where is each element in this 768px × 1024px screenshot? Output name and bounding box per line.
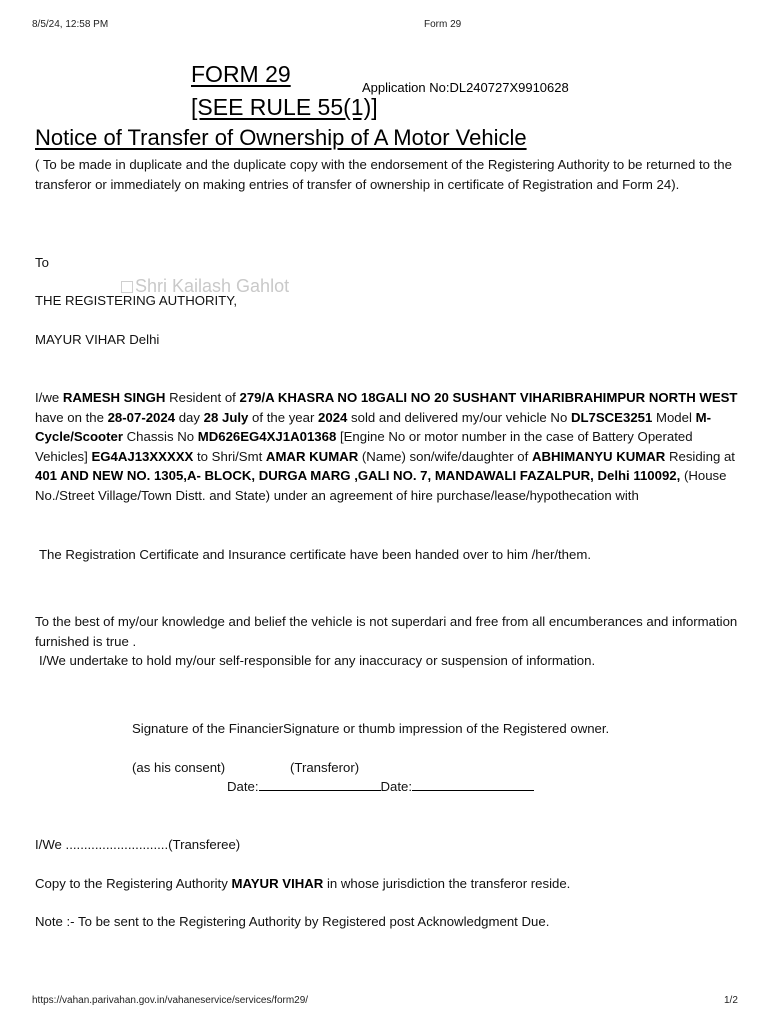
decl-text: day bbox=[175, 409, 204, 425]
decl-text: Resident of bbox=[165, 390, 240, 405]
sale-date: 28-07-2024 bbox=[107, 409, 176, 425]
undertaking-statement: I/We undertake to hold my/our self-responsible for any inaccuracy or suspension of information. bbox=[39, 653, 596, 668]
decl-text: Chassis No bbox=[122, 429, 198, 445]
to-label: To bbox=[35, 255, 49, 270]
decl-text: Model bbox=[652, 409, 696, 425]
decl-text: sold and delivered my/our vehicle No bbox=[347, 409, 571, 425]
decl-text: of the year bbox=[248, 409, 319, 425]
transferee-address: 401 AND NEW NO. 1305,A- BLOCK, DURGA MARG ,GALI NO. 7, MANDAWALI FAZALPUR, Delhi 110092, bbox=[35, 468, 681, 484]
signature-line: Signature of the FinancierSignature or thumb impression of the Registered owner. bbox=[132, 721, 610, 736]
transferor-name: RAMESH SINGH bbox=[62, 390, 166, 405]
transferor-label: (Transferor) bbox=[290, 760, 360, 775]
form-rule: [SEE RULE 55(1)] bbox=[191, 94, 378, 120]
decl-text: I/we bbox=[35, 390, 63, 405]
decl-text: to Shri/Smt bbox=[193, 448, 266, 464]
decl-text: [Engine No or motor number in the case of Battery Operated Vehicles] bbox=[35, 429, 693, 464]
application-label: Application No: bbox=[362, 80, 450, 95]
decl-text: Residing at bbox=[665, 448, 735, 464]
sale-day-month: 28 July bbox=[203, 409, 249, 425]
copy-to-authority: MAYUR VIHAR bbox=[231, 876, 324, 891]
date-label-financier: Date: bbox=[227, 779, 259, 794]
transferor-address: 279/A KHASRA NO 18GALI NO 20 SUSHANT VIHARIBRAHIMPUR NORTH WEST bbox=[239, 390, 738, 405]
application-number bbox=[362, 80, 569, 95]
copy-to-prefix: Copy to the Registering Authority bbox=[35, 876, 232, 891]
notice-title: Notice of Transfer of Ownership of A Motor Vehicle bbox=[35, 125, 527, 150]
decl-text: (House No./Street Village/Town Distt. and State) under an agreement of hire purchase/lease/hypothecation with bbox=[35, 468, 727, 503]
engine-number: EG4AJ13XXXXX bbox=[91, 448, 194, 464]
print-page-number: 1/2 bbox=[724, 995, 738, 1006]
form-title: FORM 29 bbox=[191, 61, 291, 87]
vehicle-number: DL7SCE3251 bbox=[570, 409, 653, 425]
declaration-paragraph bbox=[35, 388, 741, 506]
note-line: Note :- To be sent to the Registering Authority by Registered post Acknowledgment Due. bbox=[35, 914, 550, 929]
authority-location: MAYUR VIHAR Delhi bbox=[35, 332, 160, 347]
print-datetime: 8/5/24, 12:58 PM bbox=[32, 19, 109, 30]
date-label-owner: Date: bbox=[380, 779, 413, 794]
sale-year: 2024 bbox=[318, 409, 348, 425]
authority-label: THE REGISTERING AUTHORITY, bbox=[35, 293, 237, 308]
print-title: Form 29 bbox=[424, 19, 462, 30]
vehicle-model: M-Cycle/Scooter bbox=[35, 409, 711, 445]
application-value: DL240727X9910628 bbox=[449, 80, 569, 95]
belief-statement: To the best of my/our knowledge and belief the vehicle is not superdari and free from all encumberances and information furnished is true . bbox=[35, 614, 738, 649]
instruction-paragraph: ( To be made in duplicate and the duplicate copy with the endorsement of the Registering Authority to be returned to the transferor or immediately on making entries of transfer of ownership in certificate of Registration and Form 24). bbox=[35, 157, 732, 192]
copy-to-line bbox=[35, 874, 570, 894]
rc-statement: The Registration Certificate and Insurance certificate have been handed over to him /her/them. bbox=[39, 547, 591, 562]
print-url: https://vahan.parivahan.gov.in/vahaneservice/services/form29/ bbox=[32, 995, 309, 1006]
date-blank-owner bbox=[412, 779, 534, 791]
transferee-name: AMAR KUMAR bbox=[265, 448, 359, 464]
watermark-text: Shri Kailash Gahlot bbox=[135, 276, 290, 296]
date-lines bbox=[227, 777, 534, 797]
transferee-line: I/We ............................(Transferee) bbox=[35, 837, 241, 852]
decl-text: (Name) son/wife/daughter of bbox=[358, 448, 532, 464]
chassis-number: MD626EG4XJ1A01368 bbox=[197, 429, 337, 445]
date-blank-financier bbox=[259, 779, 381, 791]
copy-to-suffix: in whose jurisdiction the transferor reside. bbox=[323, 876, 571, 891]
transferee-father-name: ABHIMANYU KUMAR bbox=[531, 448, 666, 464]
consent-label: (as his consent) bbox=[132, 760, 226, 775]
decl-text: have on the bbox=[35, 409, 108, 425]
